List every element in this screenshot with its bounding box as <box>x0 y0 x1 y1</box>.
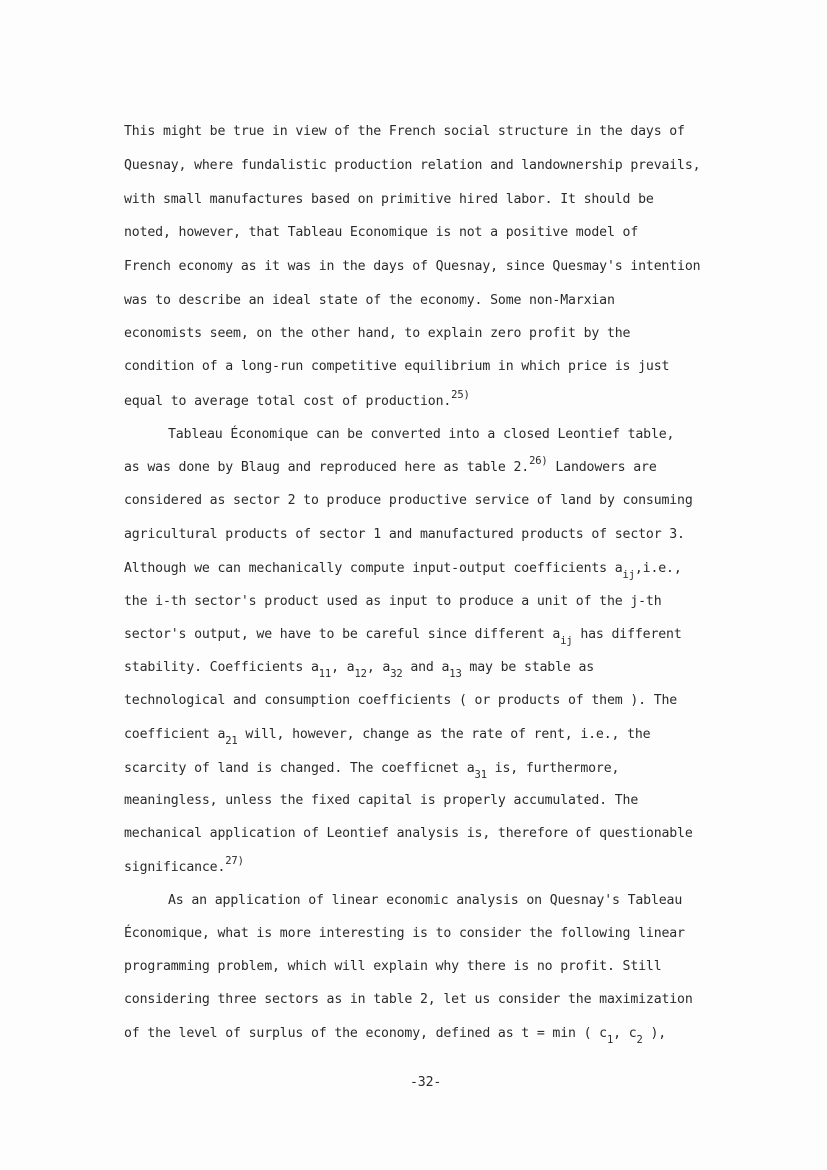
text-line: technological and consumption coefficients ( or products of them ). The <box>124 693 678 708</box>
footnote-ref-25: 25) <box>451 389 470 401</box>
text-line: equal to average total cost of production.$^{25)}$ <box>124 389 470 409</box>
text-line: as was done by Blaug and reproduced here as table 2.$^{26)}$ Landowers are <box>124 455 657 475</box>
footnote-ref-27: 27) <box>225 855 244 867</box>
text-line: mechanical application of Leontief analysis is, therefore of questionable <box>124 826 693 841</box>
text-line: meaningless, unless the fixed capital is properly accumulated. The <box>124 793 639 808</box>
text-line: Quesnay, where fundalistic production relation and landownership prevails, <box>124 158 701 173</box>
text-line: condition of a long-run competitive equilibrium in which price is just <box>124 359 670 374</box>
text-line: scarcity of land is changed. The coefficnet $a_{31}$ is, furthermore, <box>124 761 620 781</box>
text-line: Tableau Économique can be converted into a closed Leontief table, <box>168 427 675 442</box>
text-line: considered as sector 2 to produce productive service of land by consuming <box>124 493 693 508</box>
text-line: French economy as it was in the days of Quesnay, since Quesmay's intention <box>124 259 701 274</box>
footnote-ref-26: 26) <box>529 455 548 467</box>
text-line: was to describe an ideal state of the economy. Some non-Marxian <box>124 293 615 308</box>
text-line: noted, however, that Tableau Economique is not a positive model of <box>124 225 639 240</box>
text-line: stability. Coefficients $a_{11}$, $a_{12}$, $a_{32}$ and $a_{13}$ may be stable as <box>124 660 595 680</box>
text-line: the i-th sector's product used as input to produce a unit of the j-th <box>124 594 662 609</box>
text-line: agricultural products of sector 1 and manufactured products of sector 3. <box>124 527 685 542</box>
text-line: economists seem, on the other hand, to explain zero profit by the <box>124 326 631 341</box>
text-line: significance.$^{27)}$ <box>124 855 244 875</box>
text-line: programming problem, which will explain why there is no profit. Still <box>124 959 662 974</box>
text-line: sector's output, we have to be careful since different $a_{ij}$ has different <box>124 627 682 647</box>
page-number: -32- <box>410 1075 442 1090</box>
text-line: coefficient $a_{21}$ will, however, change as the rate of rent, i.e., the <box>124 727 651 747</box>
text-line: As an application of linear economic analysis on Quesnay's Tableau <box>168 893 683 908</box>
text-line: of the level of surplus of the economy, defined as t = min ( $c_1$, $c_2$ ), <box>124 1026 667 1046</box>
text-line: Économique, what is more interesting is to consider the following linear <box>124 926 685 941</box>
text-line: considering three sectors as in table 2, let us consider the maximization <box>124 992 693 1007</box>
text-line: This might be true in view of the French social structure in the days of <box>124 124 685 139</box>
text-line: Although we can mechanically compute input-output coefficients $a_{ij},i.e$., <box>124 561 682 581</box>
text-line: with small manufactures based on primitive hired labor. It should be <box>124 192 654 207</box>
